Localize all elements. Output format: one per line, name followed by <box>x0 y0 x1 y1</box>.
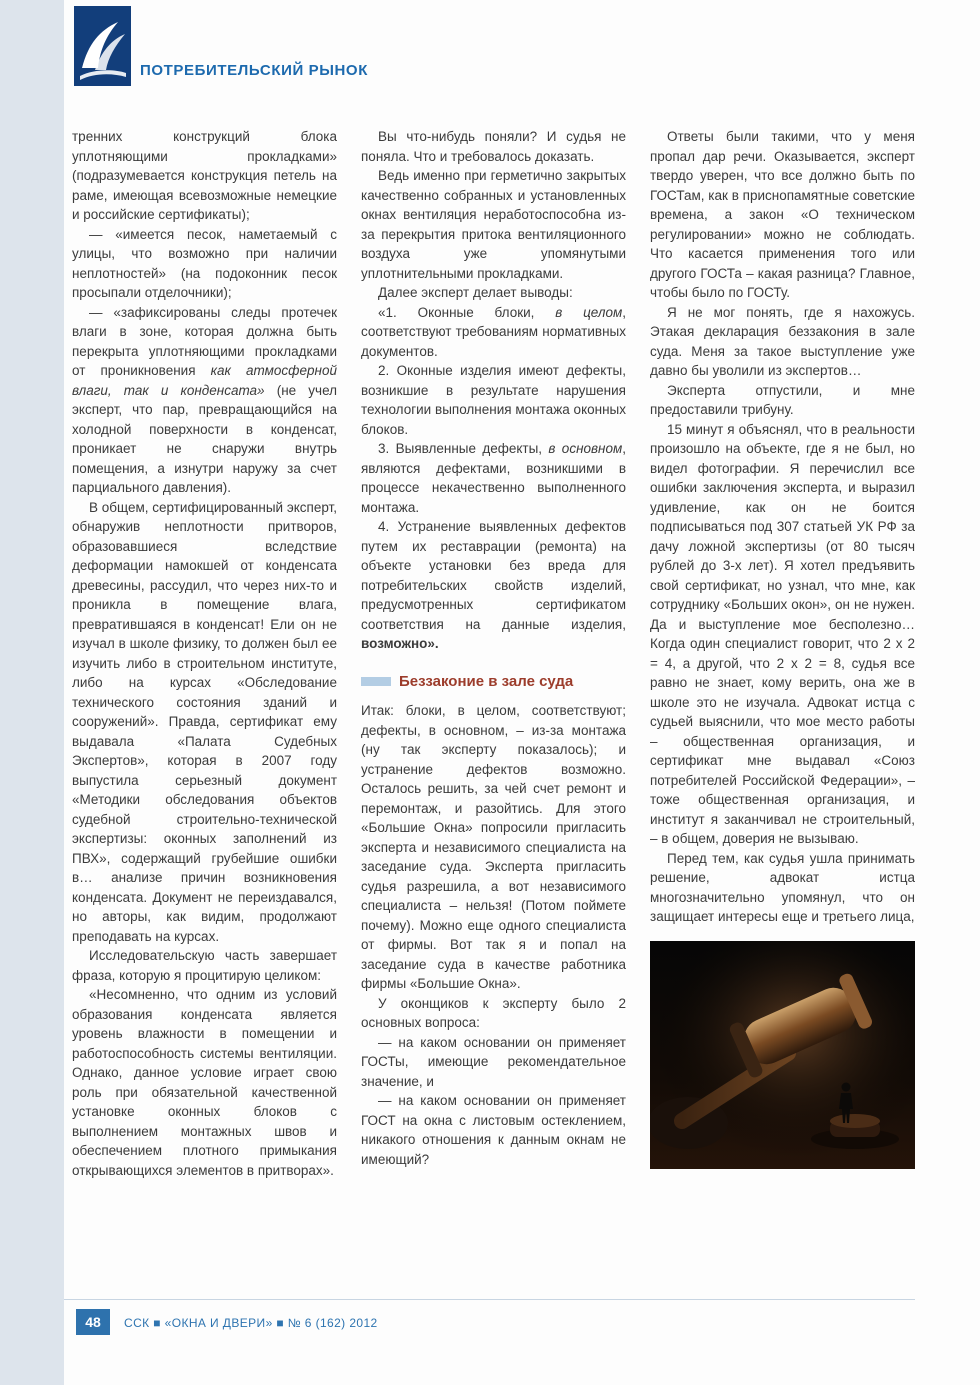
text-segment-bold: возможно». <box>361 636 439 651</box>
paragraph: Вы что-нибудь поняли? И судья не поняла. Что и требовалось доказать. <box>361 129 626 164</box>
paragraph <box>72 303 337 498</box>
column-left <box>72 127 337 1292</box>
paragraph: Эксперта отпустили, и мне предоставили трибуну. <box>650 382 915 417</box>
column-middle <box>361 127 626 1292</box>
paragraph: Я не мог понять, где я нахожусь. Этакая декларация беззакония в зале суда. Меня за такое выступление уже давно бы уволили из экспертов… <box>650 304 915 378</box>
text-segment: , соответствуют требованиям нормативных документов. <box>361 304 626 359</box>
paragraph: Далее эксперт делает выводы: <box>378 285 573 300</box>
paragraph <box>361 439 626 517</box>
left-margin-band <box>0 0 64 1385</box>
footer-journal-line: ССК ■ «ОКНА И ДВЕРИ» ■ № 6 (162) 2012 <box>124 1316 378 1330</box>
text-segment: 3. Выявленные дефекты, <box>378 441 549 456</box>
paragraph: «Несомненно, что одним из условий образования конденсата является уровень влажности в помещении и работоспособность системы вентиляции. Однако, данное условие играет свою роль при обязательной качественной установке оконных блоков с выполнением монтажных швов и обеспечением плотного примыкания открывающихся элементов в притворах». <box>72 987 337 1178</box>
paragraph: Ведь именно при герметично закрытых качественно собранных и установленных окнах вентиляция неработоспособна из-за перекрытия притока вентиляционного воздуха уже упомянутыми уплотнительными прокладками. <box>361 168 626 281</box>
section-heading <box>361 672 626 692</box>
text-segment: — «зафиксированы следы протечек влаги в зоне, которая должна быть перекрыта уплотняющими прокладками от проникновения <box>72 304 337 378</box>
text-segment-italic: в основном <box>548 441 623 456</box>
paragraph: — на каком основании он применяет ГОСТы, имеющие рекомендательное значение, и <box>361 1034 626 1089</box>
footer-rule <box>64 1299 915 1300</box>
text-segment: «1. Оконные блоки, <box>378 304 556 320</box>
paragraph: 2. Оконные изделия имеют дефекты, возникшие в результате нарушения технологии выполнения монтажа оконных блоков. <box>361 363 626 437</box>
gavel-photo <box>650 941 915 1169</box>
text-segment: , являются дефектами, возникшими в процессе некачественно выполненного монтажа. <box>361 441 626 515</box>
paragraph <box>361 303 626 362</box>
paragraph: Ответы были такими, что у меня пропал дар речи. Оказывается, эксперт твердо уверен, что все должно быть по ГОСТам, как в приснопамятные советские времена, а закон «О техническом регулировании» можно не соблюдать. Что касается применения того или другого ГОСТа – какая разница? Главное, чтобы было по ГОСТу. <box>650 129 915 300</box>
logo-wave-icon <box>74 6 131 86</box>
text-segment: (не учел эксперт, что пар, превращающийся на холодной поверхности в конденсат, проникает не снаружи внутрь помещения, а изнутри наружу за счет парциального давления). <box>72 382 337 495</box>
gavel-illustration <box>650 941 915 1169</box>
text-segment-italic: как атмосферной влаги, так и конденсата» <box>72 363 337 398</box>
paragraph: тренних конструкций блока уплотняющими прокладками» (подразумевается конструкция петель на раме, имеющая всевозможные немецкие и российские сертификаты); <box>72 129 337 222</box>
heading-marker-icon <box>361 677 391 686</box>
paragraph: Исследовательскую часть завершает фраза, которую я процитирую целиком: <box>72 948 337 983</box>
paragraph: — на каком основании он применяет ГОСТ на окна с листовым остеклением, никакого отношения к данным окнам не имеющий? <box>361 1093 626 1167</box>
paragraph: В общем, сертифицированный эксперт, обнаружив неплотности притворов, образовавшиеся вследствие деформации намокшей от конденсата древесины, рассудил, что через них-то и проникла в помещение влага, превратившаяся в конденсат! Ели он не изучал в школе физику, то должен был ее изучить либо в строительном институте, либо на курсах «Обследование технического состояния зданий и сооружений». Правда, сертификат ему выдавала «Палата Судебных Экспертов», которая в 2007 году выпустила серьезный документ «Методики обследования объектов судебной строительно-технической экспертизы: оконных заполнений из ПВХ», содержащий грубейшие ошибки в… анализе причин возникновения конденсата. Документ не переиздавался, но авторы, как видим, продолжают преподавать на курсах. <box>72 499 337 944</box>
paragraph <box>361 517 626 654</box>
column-right <box>650 127 915 1292</box>
section-title: ПОТРЕБИТЕЛЬСКИЙ РЫНОК <box>140 62 368 79</box>
paragraph: — «имеется песок, наметаемый с улицы, что возможно при наличии неплотностей» (на подоконник песок просыпали отделочники); <box>72 226 337 300</box>
paragraph: 15 минут я объяснял, что в реальности произошло на объекте, где я не был, но видел фотографии. Я перечислил все ошибки заключения эксперта, и выразил удивление, как он не боится подписываться под 307 статьей УК РФ за дачу ложной экспертизы (от 80 тысяч рублей до 3-х лет). Я хотел предъявить свой сертификат, но узнал, что мне, как сотруднику «Больших окон», он не нужен. Да и выступление мое бесполезно… Когда один специалист говорит, что 2 х 2 = 4, а другой, что 2 х 2 = 8, судья все равно не знает, кому верить, она же в школе это не изучала. Адвокат истца с судьей выяснили, что мое место работы – общественная организация, и сертификат мне выдавал «Союз потребителей Российской Федерации», – тоже общественная организация, и институт я заканчивал не строительный, – в общем, доверия не вызываю. <box>650 421 915 846</box>
footer-page-number: 48 <box>76 1309 110 1335</box>
section-heading-label: Беззаконие в зале суда <box>399 672 574 690</box>
paragraph: У оконщиков к эксперту было 2 основных вопроса: <box>361 995 626 1030</box>
publisher-logo <box>74 6 131 86</box>
article-body <box>72 127 915 1292</box>
paragraph: Итак: блоки, в целом, соответствуют; дефекты, в основном, – из-за монтажа (ну так эксперту показалось); и устранение дефектов возможно. Осталось решить, за чей счет ремонт и перемонтаж, и разойтись. Для этого «Большие Окна» попросили пригласить эксперта и независимого специалиста на заседание суда. Эксперта пригласить судья разрешила, а вот независимого специалиста – нельзя! (Потом поймете почему). Можно еще одного специалиста от фирмы. Вот так я и попал на заседание суда в качестве работника фирмы «Большие Окна». <box>361 703 626 991</box>
text-segment: 4. Устранение выявленных дефектов путем их реставрации (ремонта) на объекте установки без вреда для потребительских свойств изделий, предусмотренных сертификатом соответствия на данные изделия, <box>361 519 626 632</box>
text-segment-italic: в целом <box>555 304 623 320</box>
paragraph: Перед тем, как судья ушла принимать решение, адвокат истца многозначительно упомянул, что он защищает интересы еще и третьего лица, <box>650 850 915 924</box>
